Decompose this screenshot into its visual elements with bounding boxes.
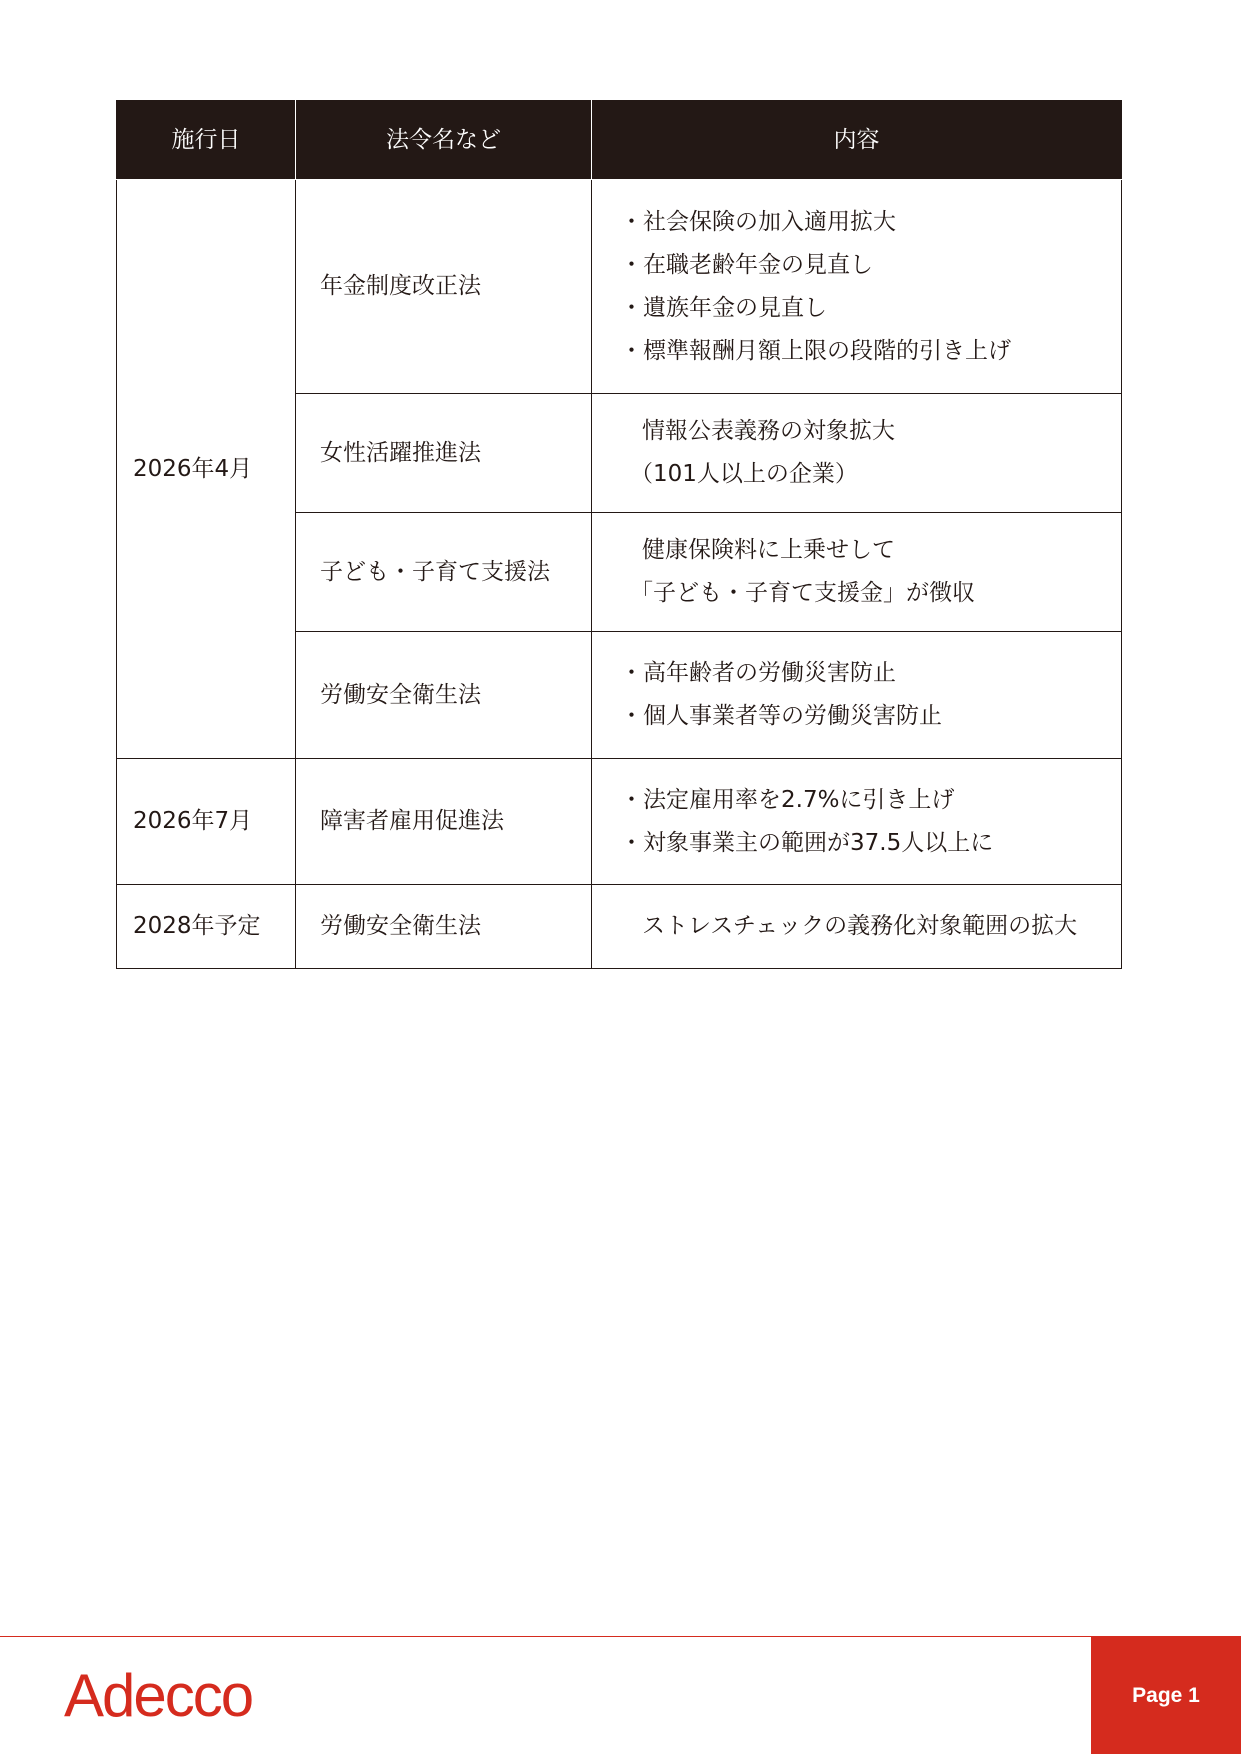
content-cell <box>592 394 1122 513</box>
law-cell: 年金制度改正法 <box>296 180 592 394</box>
content-line: ・在職老齢年金の見直し <box>620 251 873 278</box>
content-line: 情報公表義務の対象拡大 <box>642 418 895 444</box>
content-line: ・法定雇用率を2.7%に引き上げ <box>620 786 955 813</box>
law-cell: 労働安全衛生法 <box>296 885 592 969</box>
content-line: （101人以上の企業） <box>630 461 858 487</box>
adecco-logo: Adecco <box>64 1662 253 1729</box>
law-cell: 労働安全衛生法 <box>296 632 592 759</box>
content-cell <box>592 180 1122 394</box>
content-line: ・遺族年金の見直し <box>620 294 827 321</box>
content-line: ・標準報酬月額上限の段階的引き上げ <box>620 337 1011 364</box>
content-cell <box>592 885 1122 969</box>
content-line: 「子ども・子育て支援金」が徴収 <box>630 580 975 606</box>
header-effective-date: 施行日 <box>117 101 296 180</box>
table-row <box>117 180 1122 394</box>
table-header-row <box>117 101 1122 180</box>
date-cell: 2026年4月 <box>117 180 296 759</box>
table-row <box>117 885 1122 969</box>
content-cell <box>592 759 1122 885</box>
content-line: ・高年齢者の労働災害防止 <box>620 660 896 686</box>
table-row <box>117 759 1122 885</box>
content-line: ・社会保険の加入適用拡大 <box>620 208 896 235</box>
date-cell: 2028年予定 <box>117 885 296 969</box>
law-schedule-table <box>116 100 1122 969</box>
footer-divider <box>0 1636 1241 1637</box>
content-line: 健康保険料に上乗せして <box>642 537 895 563</box>
header-law-name: 法令名など <box>296 101 592 180</box>
law-cell: 子ども・子育て支援法 <box>296 513 592 632</box>
content-line: ・個人事業者等の労働災害防止 <box>620 703 942 729</box>
date-cell: 2026年7月 <box>117 759 296 885</box>
page-number-badge: Page 1 <box>1091 1637 1241 1754</box>
content-cell <box>592 632 1122 759</box>
content-cell <box>592 513 1122 632</box>
header-content: 内容 <box>592 101 1122 180</box>
law-cell: 障害者雇用促進法 <box>296 759 592 885</box>
law-cell: 女性活躍推進法 <box>296 394 592 513</box>
content-line: ストレスチェックの義務化対象範囲の拡大 <box>642 913 1078 939</box>
content-line: ・対象事業主の範囲が37.5人以上に <box>620 829 994 856</box>
